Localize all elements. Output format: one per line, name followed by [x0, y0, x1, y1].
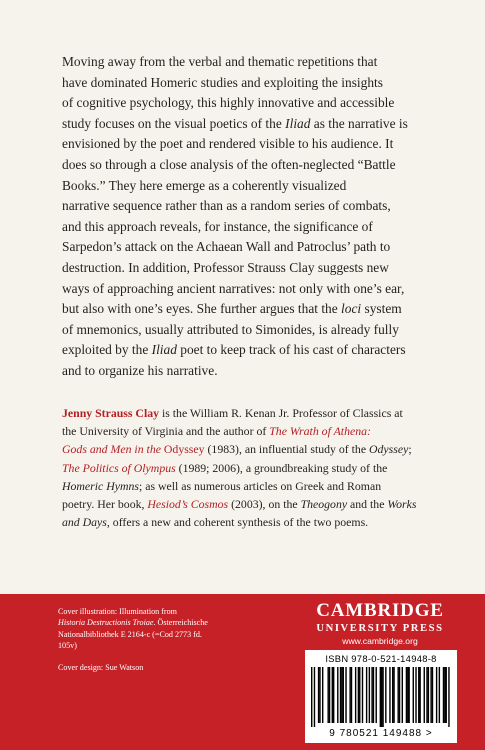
barcode-bar [439, 667, 440, 723]
barcode-bar [327, 667, 328, 723]
design-credit [58, 662, 278, 673]
author-bio-paragraph [62, 404, 462, 531]
italic-title: and Days [62, 515, 107, 530]
barcode-bar [366, 667, 367, 723]
italic-title: Works [387, 497, 417, 512]
blurb-line [62, 361, 460, 382]
bio-line [62, 459, 462, 477]
barcode-bar [444, 667, 445, 723]
barcode-bar [343, 667, 344, 723]
barcode-panel [305, 650, 457, 743]
blurb-line [62, 155, 460, 176]
barcode-bar [448, 667, 449, 727]
barcode-bar [406, 667, 407, 723]
author-name: Jenny Strauss Clay [62, 406, 160, 420]
text-run: (2003), on the [228, 497, 301, 512]
barcode-bar [397, 667, 398, 723]
barcode-bar [428, 667, 429, 723]
barcode-bar [415, 667, 416, 723]
credit-line [58, 662, 278, 673]
barcode-digits: 9 780521 149488 > [329, 728, 433, 739]
cover-credits [58, 606, 278, 673]
blurb-paragraph [62, 52, 460, 382]
barcode-bar [329, 667, 330, 723]
text-run: Books.” They here emerge as a coherently visualized [62, 177, 347, 193]
publisher-name: CAMBRIDGE [316, 600, 444, 621]
text-run: Cover design: Sue Watson [58, 662, 144, 672]
text-run: . Österreichische [153, 618, 208, 628]
bio-line [62, 513, 462, 531]
italic-title: Iliad [151, 342, 177, 358]
text-run: but also with one’s eyes. She further argues that the [62, 301, 342, 317]
bio-line [62, 440, 462, 458]
bio-line [62, 477, 462, 495]
text-run: as the narrative is [310, 115, 408, 131]
barcode-bar [322, 667, 323, 723]
barcode-bar [369, 667, 370, 723]
barcode-bar [424, 667, 425, 723]
text-run: narrative sequence rather than as a random series of combats, [62, 198, 391, 214]
barcode-bar [385, 667, 386, 723]
barcode-bar [408, 667, 409, 723]
barcode-bar [436, 667, 437, 723]
bio-line [62, 422, 462, 440]
text-run: and the [347, 497, 388, 512]
isbn-label: ISBN 978-0-521-14948-8 [325, 653, 437, 664]
credit-line [58, 640, 278, 651]
barcode-bar [332, 667, 333, 723]
text-run: 105v) [58, 641, 77, 651]
text-run: ; as well as numerous articles on Greek and Roman [139, 478, 382, 493]
text-run: envisioned by the poet and rendered visible to his audience. It [62, 136, 394, 152]
text-run: Moving away from the verbal and thematic repetitions that [62, 54, 378, 69]
barcode-bar [381, 667, 382, 727]
barcode-bar [426, 667, 427, 723]
italic-title: The Wrath of Athena: [269, 424, 371, 439]
barcode-bar [318, 667, 319, 723]
barcode-bar [446, 667, 447, 723]
barcode-bar [399, 667, 400, 723]
blurb-line [62, 340, 460, 361]
barcode-bar [333, 667, 334, 723]
text-run: Odyssey [160, 442, 205, 457]
text-run: , offers a new and coherent synthesis of the two poems. [106, 515, 369, 530]
blurb-line [62, 217, 460, 238]
text-run: poetry. Her book, [62, 497, 148, 512]
barcode-bar [380, 667, 381, 727]
text-run: and this approach reveals, for instance, the significance of [62, 218, 373, 234]
text-run: ; [408, 442, 412, 457]
bio-line [62, 404, 462, 422]
italic-title: loci [341, 301, 362, 317]
italic-title: Hesiod’s Cosmos [147, 497, 229, 512]
credit-line [58, 606, 278, 617]
text-run: does so through a close analysis of the often-neglected “Battle [62, 156, 396, 172]
blurb-line [62, 320, 460, 341]
barcode-bar [371, 667, 372, 723]
blurb-line [62, 258, 460, 279]
text-run: have dominated Homeric studies and exploiting the insights [62, 74, 383, 90]
publisher-logo [300, 600, 460, 647]
blurb-line [62, 237, 460, 258]
text-run: system [361, 301, 402, 317]
text-run: destruction. In addition, Professor Strauss Clay suggests new [62, 259, 389, 275]
blurb-line [62, 52, 460, 73]
barcode-bar [355, 667, 356, 723]
blurb-line [62, 176, 460, 197]
blurb-line [62, 114, 460, 135]
italic-title: Homeric Hymns [62, 478, 139, 493]
barcode-bar [319, 667, 320, 723]
barcode-bar [389, 667, 390, 723]
text-run: and to organize his narrative. [62, 362, 218, 378]
barcode-bar [362, 667, 363, 723]
text-run: Nationalbibliothek E 2164-c (=Cod 2773 fd. [58, 629, 202, 639]
text-run: Sarpedon’s attack on the Achaean Wall and Patroclus’ path to [62, 239, 391, 255]
text-run: study focuses on the visual poetics of the [62, 115, 286, 131]
blurb-line [62, 279, 460, 300]
barcode-graphic [311, 667, 451, 727]
credit-line [58, 629, 278, 640]
barcode-bar [341, 667, 342, 723]
barcode-bar [358, 667, 359, 723]
blurb-line [62, 299, 460, 320]
italic-title: Gods and Men in the [62, 442, 161, 457]
text-run: exploited by the [62, 342, 152, 358]
barcode-bar [345, 667, 346, 723]
text-run: Cover illustration: Illumination from [58, 607, 177, 616]
barcode-bar [340, 667, 341, 723]
italic-title: Theogony [300, 497, 348, 512]
text-run: the University of Virginia and the author of [62, 424, 270, 439]
barcode-bar [337, 667, 338, 723]
illustration-credit [58, 606, 278, 652]
text-run: ways of approaching ancient narratives: not only with one’s ear, [62, 280, 405, 296]
text-run: (1989; 2006), a groundbreaking study of the [175, 460, 388, 475]
text-run: poet to keep track of his cast of characters [176, 342, 406, 358]
barcode-bar [359, 667, 360, 723]
barcode-bar [430, 667, 431, 723]
text-run: (1983), an influential study of the [204, 442, 370, 457]
barcode-bar [373, 667, 374, 723]
barcode-bar [311, 667, 312, 727]
blurb-line [62, 93, 460, 114]
publisher-subtitle: UNIVERSITY PRESS [316, 623, 444, 634]
credit-line [58, 617, 278, 628]
blurb-line [62, 134, 460, 155]
barcode-bar [376, 667, 377, 723]
italic-title: Historia Destructionis Troiae [58, 618, 154, 628]
italic-title: Odyssey [369, 442, 409, 457]
text-run: of mnemonics, usually attributed to Simonides, is already fully [62, 321, 399, 337]
barcode-bar [419, 667, 420, 723]
text-run: is the William R. Kenan Jr. Professor of Classics at [159, 406, 403, 420]
barcode-bar [432, 667, 433, 723]
barcode-bar [413, 667, 414, 723]
blurb-line [62, 196, 460, 217]
text-run: of cognitive psychology, this highly innovative and accessible [62, 95, 395, 111]
barcode-bar [314, 667, 315, 727]
blurb-line [62, 73, 460, 94]
barcode-bar [351, 667, 352, 723]
barcode-bar [349, 667, 350, 723]
barcode-bar [418, 667, 419, 723]
barcode-bar [393, 667, 394, 723]
bio-line [62, 495, 462, 513]
barcode-bar [402, 667, 403, 723]
italic-title: Iliad [285, 115, 311, 131]
barcode-bar [407, 667, 408, 723]
barcode-bar [443, 667, 444, 723]
barcode-bar [392, 667, 393, 723]
italic-title: The Politics of Olympus [62, 460, 176, 475]
credits-spacer [58, 652, 278, 662]
barcode-bar [382, 667, 383, 727]
publisher-url: www.cambridge.org [342, 636, 418, 646]
